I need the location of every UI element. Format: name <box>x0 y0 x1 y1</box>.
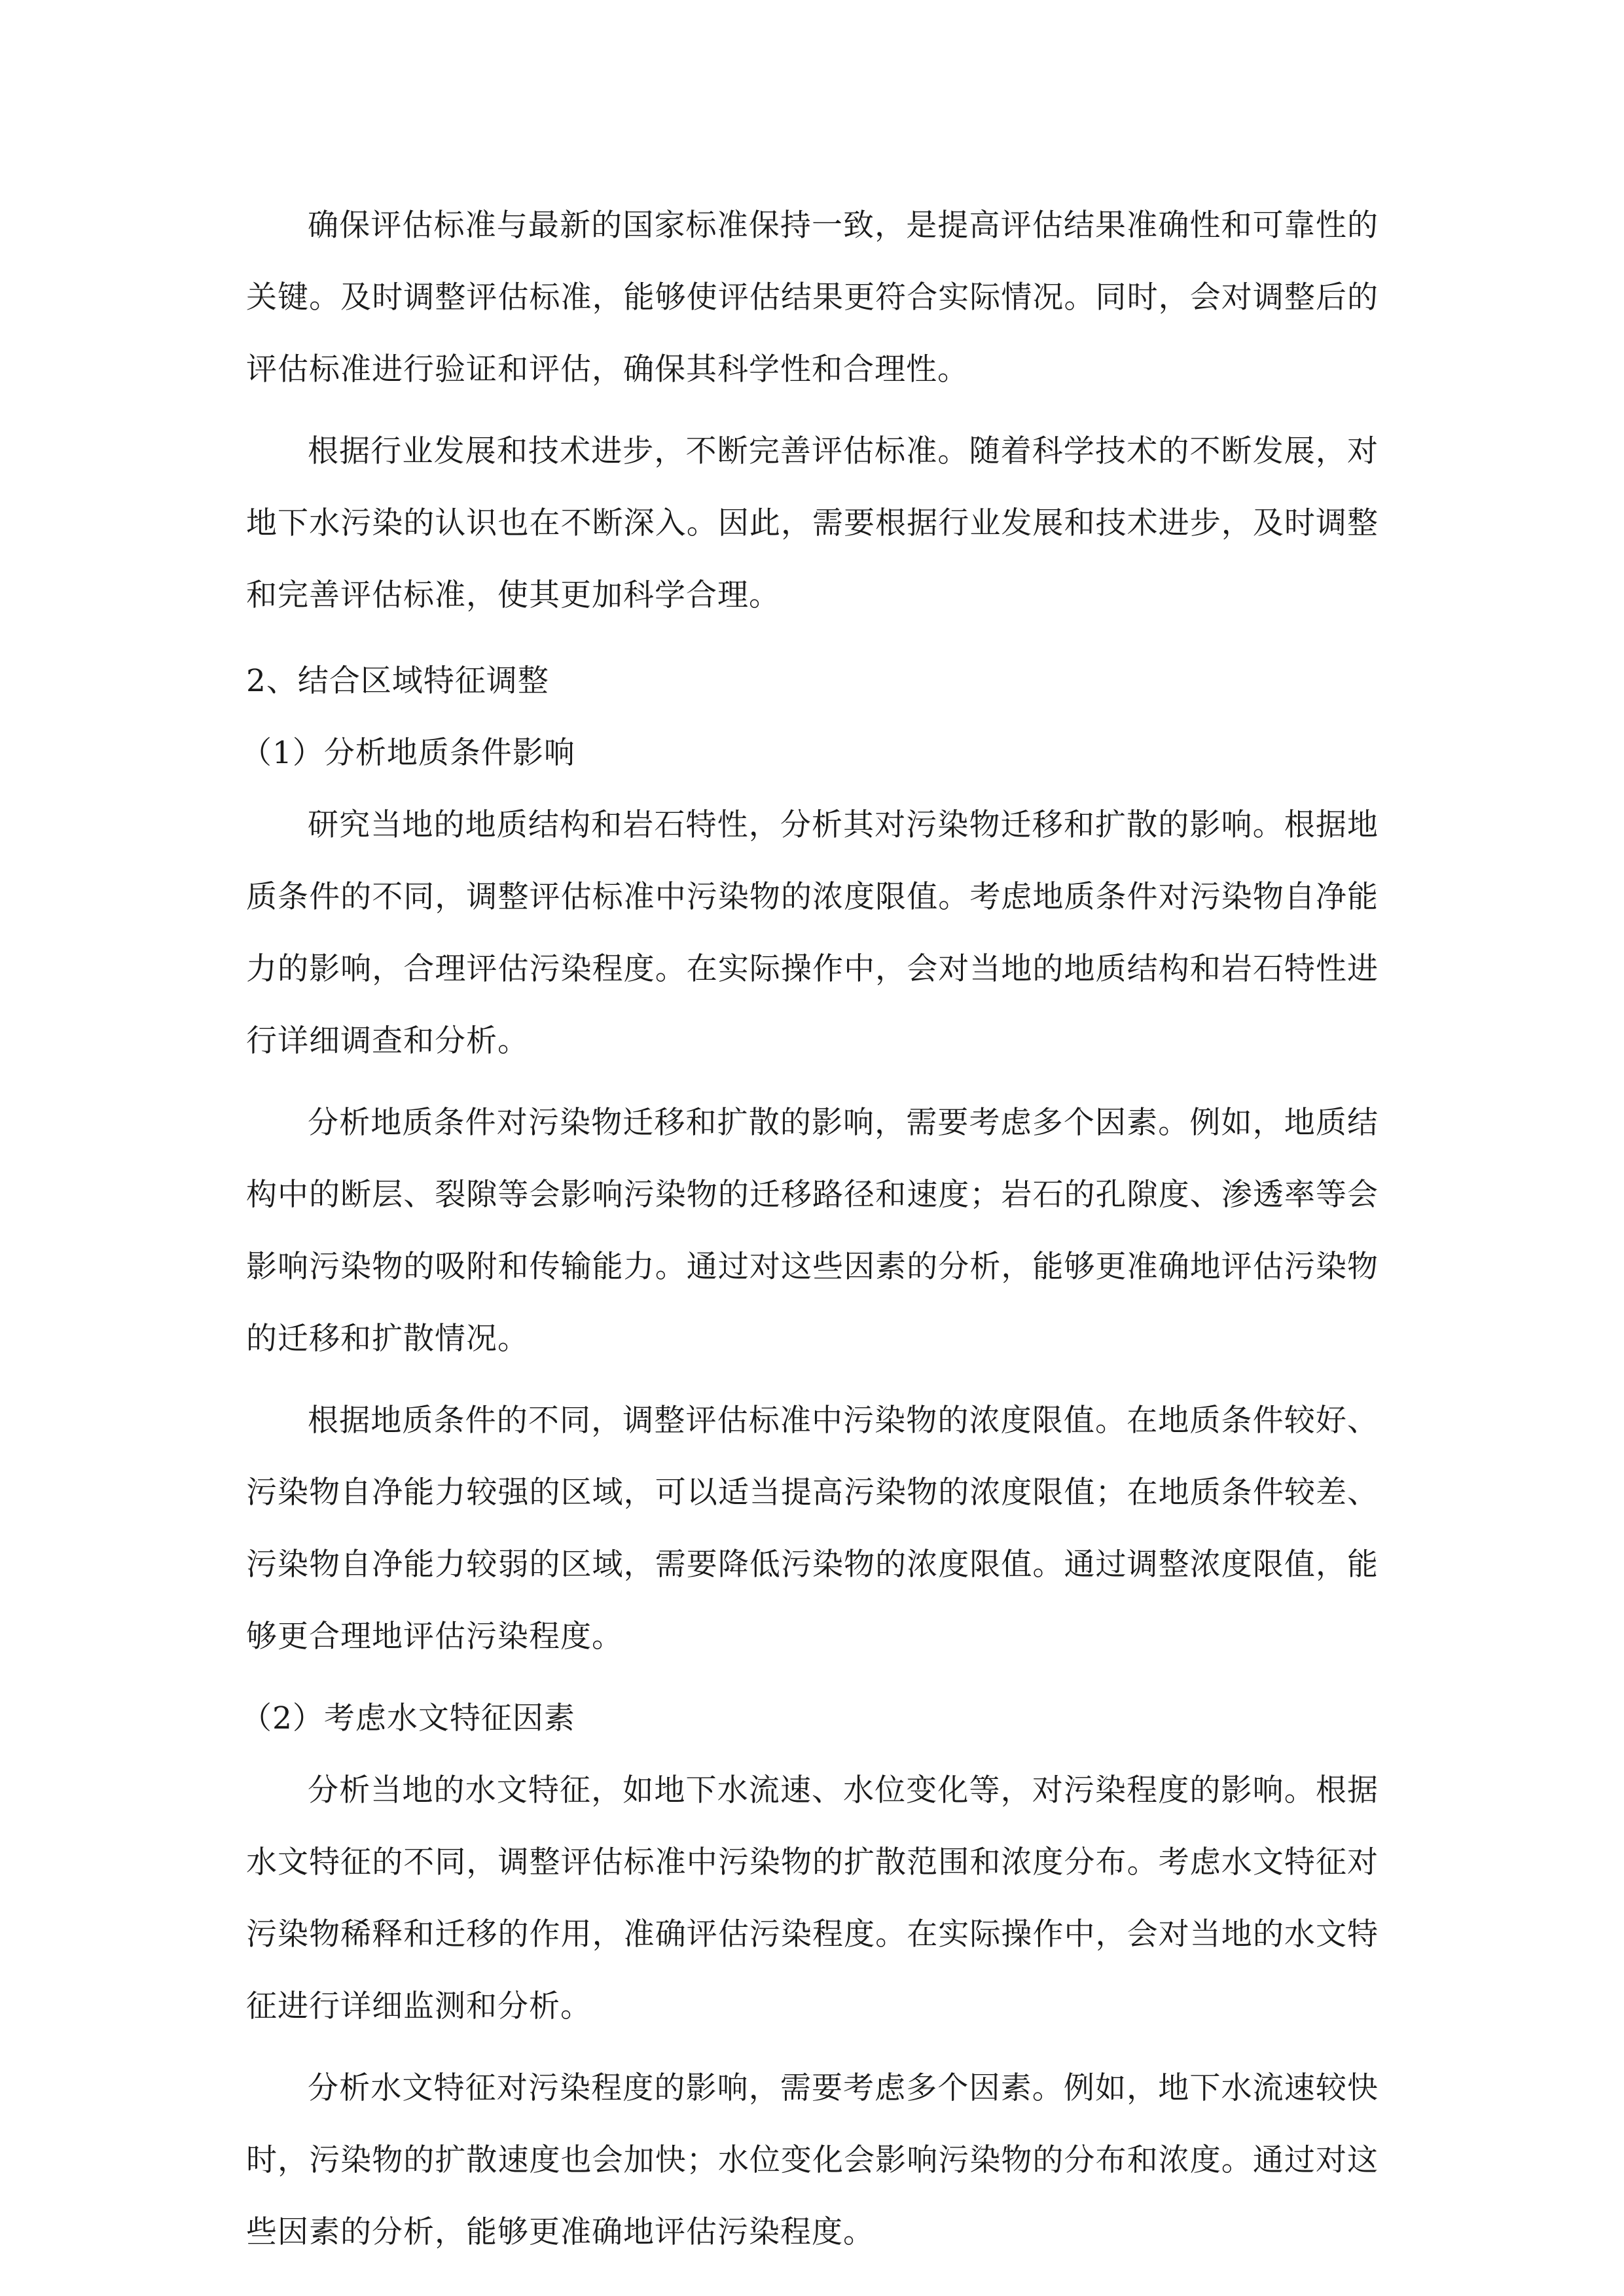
subsection-heading: （1）分析地质条件影响 <box>241 735 575 771</box>
paragraph: 根据地质条件的不同，调整评估标准中污染物的浓度限值。在地质条件较好、污染物自净能力较强的区域，可以适当提高污染物的浓度限值；在地质条件较差、污染物自净能力较弱的区域，需要降低污染物的浓度限值。通过调整浓度限值，能够更合理地评估污染程度。 <box>246 1403 1379 1655</box>
paragraph: 分析当地的水文特征，如地下水流速、水位变化等，对污染程度的影响。根据水文特征的不同，调整评估标准中污染物的扩散范围和浓度分布。考虑水文特征对污染物稀释和迁移的作用，准确评估污染程度。在实际操作中，会对当地的水文特征进行详细监测和分析。 <box>246 1772 1379 2024</box>
subsection-heading: （2）考虑水文特征因素 <box>241 1700 575 1736</box>
paragraph: 根据行业发展和技术进步，不断完善评估标准。随着科学技术的不断发展，对地下水污染的认识也在不断深入。因此，需要根据行业发展和技术进步，及时调整和完善评估标准，使其更加科学合理。 <box>246 433 1379 613</box>
paragraph: 确保评估标准与最新的国家标准保持一致，是提高评估结果准确性和可靠性的关键。及时调整评估标准，能够使评估结果更符合实际情况。同时，会对调整后的评估标准进行验证和评估，确保其科学性和合理性。 <box>246 207 1379 387</box>
section-heading: 2、结合区域特征调整 <box>246 663 549 699</box>
paragraph: 研究当地的地质结构和岩石特性，分析其对污染物迁移和扩散的影响。根据地质条件的不同，调整评估标准中污染物的浓度限值。考虑地质条件对污染物自净能力的影响，合理评估污染程度。在实际操作中，会对当地的地质结构和岩石特性进行详细调查和分析。 <box>246 807 1379 1059</box>
document-page <box>241 190 1379 2278</box>
paragraph: 分析地质条件对污染物迁移和扩散的影响，需要考虑多个因素。例如，地质结构中的断层、裂隙等会影响污染物的迁移路径和速度；岩石的孔隙度、渗透率等会影响污染物的吸附和传输能力。通过对这些因素的分析，能够更准确地评估污染物的迁移和扩散情况。 <box>246 1105 1379 1357</box>
paragraph: 分析水文特征对污染程度的影响，需要考虑多个因素。例如，地下水流速较快时，污染物的扩散速度也会加快；水位变化会影响污染物的分布和浓度。通过对这些因素的分析，能够更准确地评估污染程度。 <box>246 2070 1379 2250</box>
